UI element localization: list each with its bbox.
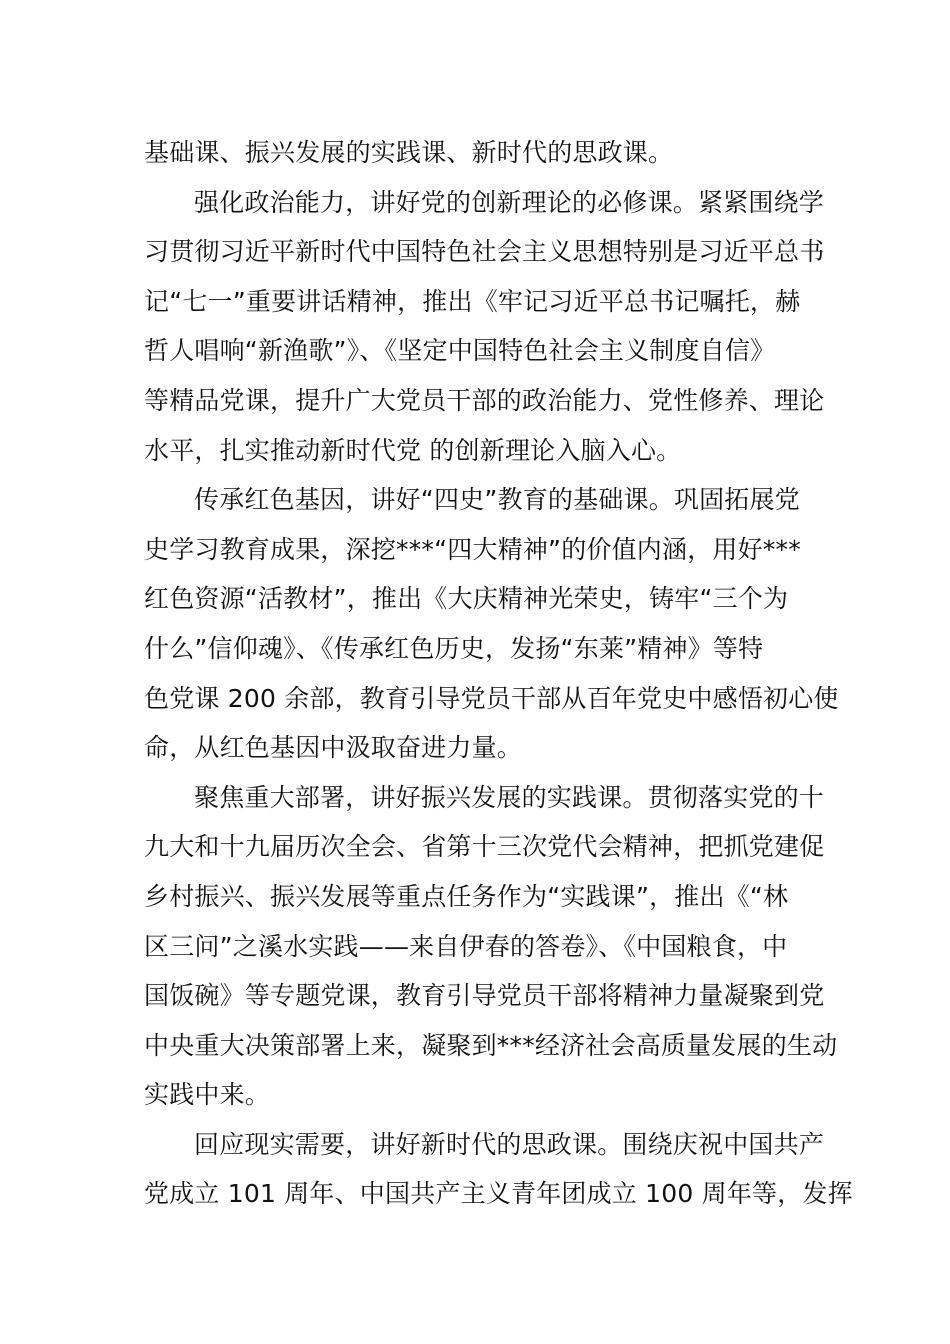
text-line: 史学习教育成果，深挖***“四大精神”的价值内涵，用好*** — [144, 534, 801, 564]
text-line: 实践中来。 — [144, 1080, 271, 1110]
text-line: 等精品党课，提升广大党员干部的政治能力、党性修养、理论 — [144, 385, 825, 415]
text-line: 命，从红色基因中汲取奋进力量。 — [144, 733, 523, 763]
text-line: 哲人唱响“新渔歌”》、《坚定中国特色社会主义制度自信》 — [144, 336, 776, 366]
paragraph-start-line: 回应现实需要，讲好新时代的思政课。围绕庆祝中国共产 — [194, 1129, 825, 1159]
text-line: 色党课 200 余部，教育引导党员干部从百年党史中感悟初心使 — [144, 683, 839, 713]
text-line: 记“七一”重要讲话精神，推出《牢记习近平总书记嘱托，赫 — [144, 286, 801, 316]
text-line: 国饭碗》等专题党课，教育引导党员干部将精神力量凝聚到党 — [144, 981, 825, 1011]
text-line: 红色资源“活教材”，推出《大庆精神光荣史，铸牢“三个为 — [144, 584, 789, 614]
text-line: 什么”信仰魂》、《传承红色历史，发扬“东莱”精神》等特 — [144, 633, 764, 663]
paragraph-start-line: 聚焦重大部署，讲好振兴发展的实践课。贯彻落实党的十 — [194, 782, 825, 812]
text-line: 乡村振兴、振兴发展等重点任务作为“实践课”，推出《“林 — [144, 881, 789, 911]
document-body — [144, 128, 853, 1219]
text-line: 习贯彻习近平新时代中国特色社会主义思想特别是习近平总书 — [144, 237, 825, 267]
paragraph-start-line: 传承红色基因，讲好“四史”教育的基础课。巩固拓展党 — [194, 485, 800, 515]
text-line: 水平，扎实推动新时代党 的创新理论入脑入心。 — [144, 435, 682, 465]
paragraph-start-line: 强化政治能力，讲好党的创新理论的必修课。紧紧围绕学 — [194, 187, 825, 217]
text-line: 中央重大决策部署上来，凝聚到***经济社会高质量发展的生动 — [144, 1030, 838, 1060]
text-line: 九大和十九届历次全会、省第十三次党代会精神，把抓党建促 — [144, 832, 825, 862]
text-line: 党成立 101 周年、中国共产主义青年团成立 100 周年等，发挥 — [144, 1179, 853, 1209]
text-line: 基础课、振兴发展的实践课、新时代的思政课。 — [144, 138, 674, 167]
text-line: 区三问”之溪水实践——来自伊春的答卷》、《中国粮食，中 — [144, 931, 788, 961]
